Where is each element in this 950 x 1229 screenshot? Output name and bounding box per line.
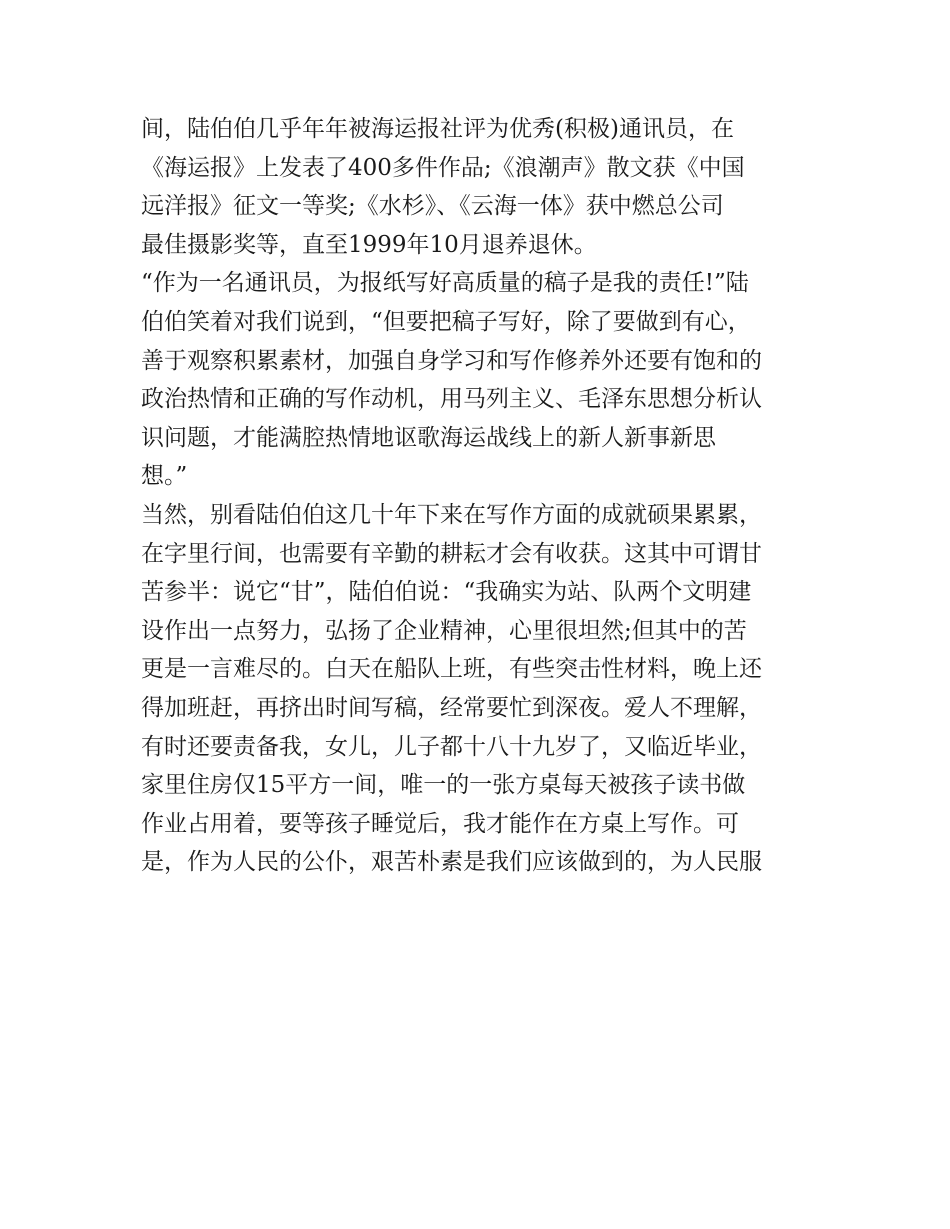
text-line-1: 间，陆伯伯几乎年年被海运报社评为优秀(积极)通讯员，在 (141, 116, 734, 142)
text-line-20: 是，作为人民的公仆，艰苦朴素是我们应该做到的，为人民服 (141, 849, 762, 876)
text-line-13: 苦参半：说它“甘”，陆伯伯说：“我确实为站、队两个文明建 (141, 579, 752, 606)
text-line-9: 识问题，才能满腔热情地讴歌海运战线上的新人新事新思 (141, 424, 716, 451)
text-line-10: 想。” (141, 463, 188, 490)
text-line-3: 远洋报》征文一等奖;《水杉》、《云海一体》获中燃总公司 (141, 193, 724, 220)
text-line-7: 善于观察积累素材，加强自身学习和写作修养外还要有饱和的 (141, 347, 762, 374)
text-line-15: 更是一言难尽的。白天在船队上班，有些突击性材料，晚上还 (141, 656, 762, 683)
text-line-11: 当然，别看陆伯伯这几十年下来在写作方面的成就硕果累累， (141, 501, 762, 528)
body-text (141, 110, 821, 882)
text-line-12: 在字里行间，也需要有辛勤的耕耘才会有收获。这其中可谓甘 (141, 540, 762, 567)
text-line-8: 政治热情和正确的写作动机，用马列主义、毛泽东思想分析认 (141, 386, 762, 413)
text-line-2: 《海运报》上发表了400多件作品;《浪潮声》散文获《中国 (141, 154, 745, 181)
text-line-5: “作为一名通讯员，为报纸写好高质量的稿子是我的责任!”陆 (141, 270, 749, 297)
text-line-16: 得加班赶，再挤出时间写稿，经常要忙到深夜。爱人不理解， (141, 694, 762, 721)
text-line-14: 设作出一点努力，弘扬了企业精神，心里很坦然;但其中的苦 (141, 617, 747, 644)
text-line-18: 家里住房仅15平方一间，唯一的一张方桌每天被孩子读书做 (141, 772, 746, 799)
text-line-17: 有时还要责备我，女儿，儿子都十八十九岁了，又临近毕业， (141, 733, 762, 760)
text-line-4: 最佳摄影奖等，直至1999年10月退养退休。 (141, 231, 597, 258)
text-line-19: 作业占用着，要等孩子睡觉后，我才能作在方桌上写作。可 (141, 810, 739, 837)
text-line-6: 伯伯笑着对我们说到，“但要把稿子写好，除了要做到有心， (141, 308, 751, 335)
